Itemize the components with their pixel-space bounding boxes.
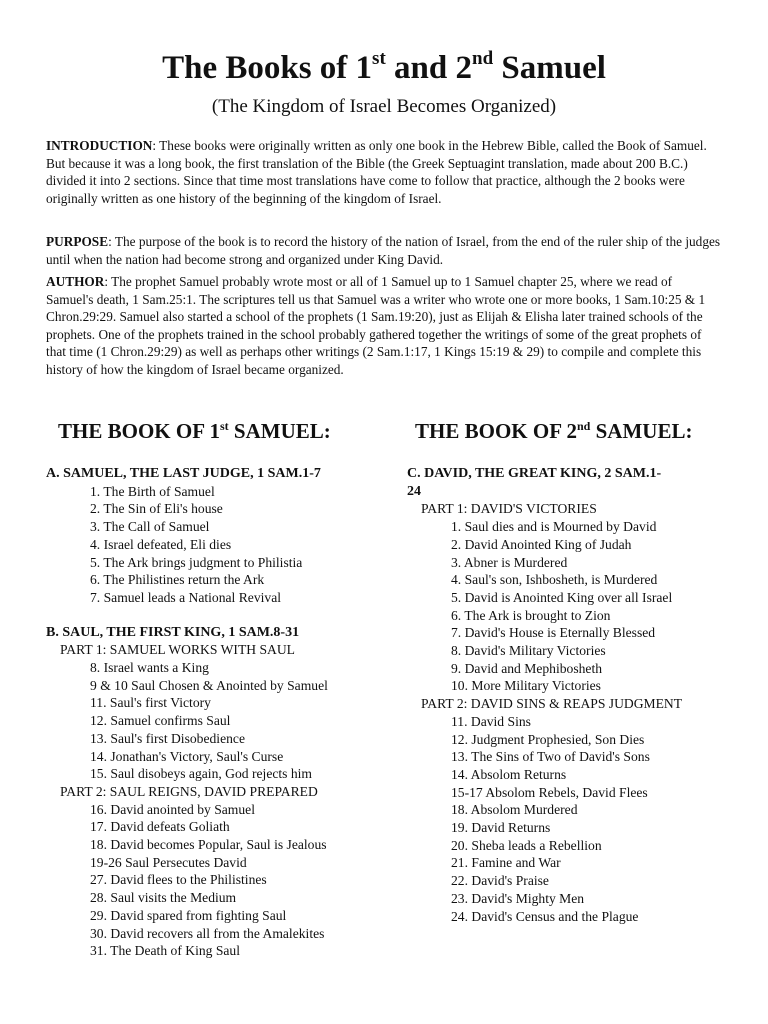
title-text-2: and 2 bbox=[385, 50, 472, 86]
section-c-title-line2: 24 bbox=[407, 483, 421, 499]
outline-item: 21. Famine and War bbox=[451, 855, 561, 871]
outline-item: 1. Saul dies and is Mourned by David bbox=[451, 519, 657, 535]
outline-item: 11. David Sins bbox=[451, 713, 531, 729]
outline-item: 2. The Sin of Eli's house bbox=[90, 501, 223, 517]
purpose-text: : The purpose of the book is to record the history of the nation of Israel, from the end of the ruler ship of the judges until when the nation had become strong and organized under King David. bbox=[46, 234, 721, 267]
outline-item: 29. David spared from fighting Saul bbox=[90, 907, 287, 923]
section-c-part2-title: PART 2: DAVID SINS & REAPS JUDGMENT bbox=[421, 696, 683, 712]
outline-item: 9 & 10 Saul Chosen & Anointed by Samuel bbox=[90, 677, 328, 693]
outline-item: 18. David becomes Popular, Saul is Jealous bbox=[90, 837, 327, 853]
outline-item: 24. David's Census and the Plague bbox=[451, 908, 639, 924]
outline-item: 3. Abner is Murdered bbox=[451, 554, 568, 570]
purpose-label: PURPOSE bbox=[46, 234, 109, 249]
outline-item: 2. David Anointed King of Judah bbox=[451, 536, 632, 552]
title-superscript-2: nd bbox=[472, 48, 494, 69]
outline-item: 8. Israel wants a King bbox=[90, 660, 209, 676]
section-b-part2-title: PART 2: SAUL REIGNS, DAVID PREPARED bbox=[60, 783, 318, 799]
section-c-part2-list bbox=[407, 713, 727, 925]
outline-item: 13. The Sins of Two of David's Sons bbox=[451, 749, 650, 765]
outline-item: 12. Samuel confirms Saul bbox=[90, 713, 231, 729]
section-b-part1-title: PART 1: SAMUEL WORKS WITH SAUL bbox=[60, 642, 295, 658]
outline-item: 17. David defeats Goliath bbox=[90, 819, 230, 835]
section-a-title: A. SAMUEL, THE LAST JUDGE, 1 SAM.1-7 bbox=[46, 466, 321, 481]
section-c-part1-title: PART 1: DAVID'S VICTORIES bbox=[421, 501, 597, 517]
outline-item: 8. David's Military Victories bbox=[451, 643, 606, 659]
outline-item: 12. Judgment Prophesied, Son Dies bbox=[451, 731, 645, 747]
outline-item: 30. David recovers all from the Amalekites bbox=[90, 925, 325, 941]
outline-item: 27. David flees to the Philistines bbox=[90, 872, 267, 888]
outline-item: 4. Israel defeated, Eli dies bbox=[90, 536, 232, 552]
outline-item: 13. Saul's first Disobedience bbox=[90, 730, 245, 746]
outline-item: 11. Saul's first Victory bbox=[90, 695, 211, 711]
section-b-title: B. SAUL, THE FIRST KING, 1 SAM.8-31 bbox=[46, 624, 300, 640]
second-samuel-heading-sup: nd bbox=[577, 419, 591, 433]
section-c-title-line1: C. DAVID, THE GREAT KING, 2 SAM.1- bbox=[407, 466, 662, 481]
page-title bbox=[0, 46, 768, 95]
introduction-paragraph bbox=[46, 137, 722, 207]
first-samuel-heading-end: SAMUEL: bbox=[228, 419, 331, 443]
outline-item: 14. Jonathan's Victory, Saul's Curse bbox=[90, 748, 284, 764]
introduction-label: INTRODUCTION bbox=[46, 138, 153, 153]
outline-item: 5. The Ark brings judgment to Philistia bbox=[90, 554, 303, 570]
outline-item: 1. The Birth of Samuel bbox=[90, 483, 215, 499]
section-b-part2-list bbox=[46, 801, 386, 960]
first-samuel-heading bbox=[58, 416, 331, 449]
first-samuel-outline bbox=[46, 465, 386, 960]
author-paragraph bbox=[46, 273, 722, 379]
introduction-text: : These books were originally written as only one book in the Hebrew Bible, called the Book of Samuel. But because it was a long book, the first translation of the Bible (the Greek Septuagint translation, made about 200 B.C.) divided it into 2 sections. Since that time most translations have come to follow that practice, although the 2 books were originally written as one history of the beginning of the kingdom of Israel. bbox=[46, 138, 707, 206]
outline-item: 7. Samuel leads a National Revival bbox=[90, 589, 282, 605]
outline-item: 18. Absolom Murdered bbox=[451, 802, 578, 818]
author-text: : The prophet Samuel probably wrote most or all of 1 Samuel up to 1 Samuel chapter 25, where we read of Samuel's death, 1 Sam.25:1. The scriptures tell us that Samuel was a writer who wrote one or more books, 1 Sam.10:25 & 1 Chron.29:29. Samuel also started a school of the prophets (1 Sam.19:20), just as Elijah & Elisha later trained schools of the prophets. One of the prophets trained in the school probably gathered together the writings of some of the great prophets of that time (1 Chron.29:29) as well as perhaps other writings (2 Sam.1:17, 1 Kings 15:19 & 29) to compile and complete this history of how the kingdom of Israel became organized. bbox=[46, 274, 706, 377]
title-superscript-1: st bbox=[372, 48, 386, 69]
purpose-paragraph bbox=[46, 233, 722, 268]
outline-item: 5. David is Anointed King over all Israel bbox=[451, 589, 673, 605]
section-b-part1-list bbox=[46, 659, 386, 783]
section-a-list bbox=[46, 483, 386, 607]
outline-item: 31. The Death of King Saul bbox=[90, 943, 241, 959]
section-c-part1-list bbox=[407, 518, 727, 695]
outline-item: 9. David and Mephibosheth bbox=[451, 660, 603, 676]
title-text-3: Samuel bbox=[493, 50, 606, 86]
outline-item: 20. Sheba leads a Rebellion bbox=[451, 837, 602, 853]
outline-item: 19-26 Saul Persecutes David bbox=[90, 854, 247, 870]
outline-item: 4. Saul's son, Ishbosheth, is Murdered bbox=[451, 572, 658, 588]
outline-item: 7. David's House is Eternally Blessed bbox=[451, 625, 656, 641]
second-samuel-outline bbox=[407, 465, 727, 925]
outline-item: 16. David anointed by Samuel bbox=[90, 801, 255, 817]
page-subtitle: (The Kingdom of Israel Becomes Organized) bbox=[211, 96, 557, 117]
outline-item: 15-17 Absolom Rebels, David Flees bbox=[451, 784, 648, 800]
outline-item: 6. The Philistines return the Ark bbox=[90, 572, 265, 588]
first-samuel-heading-sup: st bbox=[220, 419, 229, 433]
outline-item: 22. David's Praise bbox=[451, 873, 549, 889]
outline-item: 10. More Military Victories bbox=[451, 678, 601, 694]
outline-item: 23. David's Mighty Men bbox=[451, 890, 585, 906]
outline-item: 3. The Call of Samuel bbox=[90, 519, 210, 535]
first-samuel-heading-text: THE BOOK OF 1 bbox=[58, 419, 220, 443]
outline-item: 6. The Ark is brought to Zion bbox=[451, 607, 611, 623]
outline-item: 19. David Returns bbox=[451, 820, 551, 836]
outline-item: 28. Saul visits the Medium bbox=[90, 890, 237, 906]
author-label: AUTHOR bbox=[46, 274, 105, 289]
second-samuel-heading-end: SAMUEL: bbox=[590, 419, 693, 443]
second-samuel-heading-text: THE BOOK OF 2 bbox=[415, 419, 577, 443]
title-text-1: The Books of 1 bbox=[162, 50, 373, 86]
outline-item: 15. Saul disobeys again, God rejects him bbox=[90, 766, 312, 782]
second-samuel-heading bbox=[415, 416, 692, 449]
outline-item: 14. Absolom Returns bbox=[451, 766, 567, 782]
